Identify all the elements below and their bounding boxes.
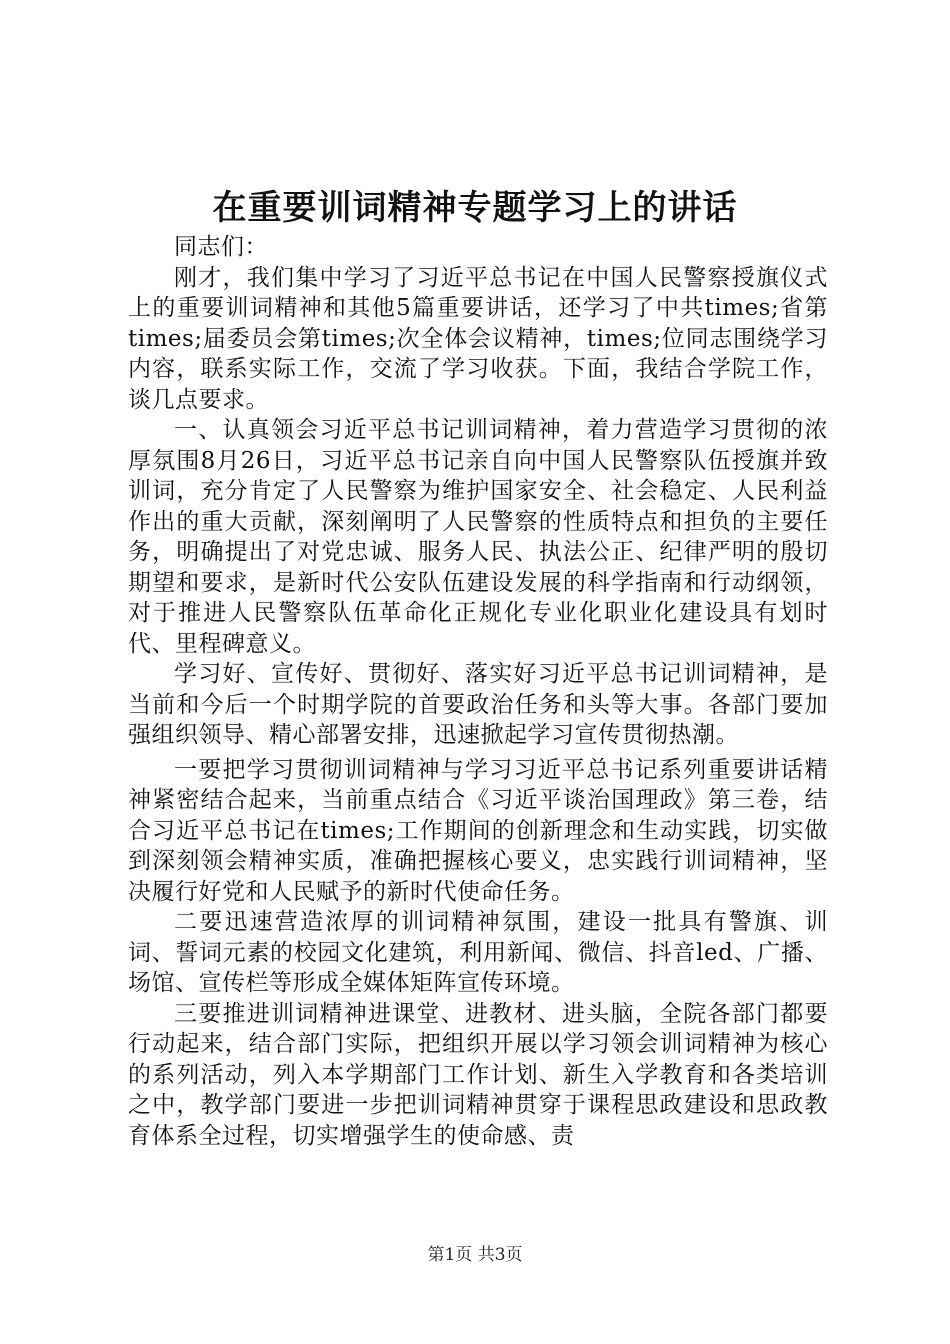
- salutation-paragraph: 同志们：: [174, 234, 268, 260]
- page-title: 在重要训词精神专题学习上的讲话: [212, 188, 738, 228]
- page-footer: 第1页 共3页: [427, 1245, 523, 1265]
- body-paragraph: 三要推进训词精神进课堂、进教材、进头脑，全院各部门都要行动起来，结合部门实际，把组织开展以学习领会训词精神为核心的系列活动，列入本学期部门工作计划、新生入学教育和各类培训之中，教学部门要进一步把训词精神贯穿于课程思政建设和思政教育体系全过程，切实增强学生的使命感、责: [128, 1000, 828, 1149]
- body-paragraph: 一要把学习贯彻训词精神与学习习近平总书记系列重要讲话精神紧密结合起来，当前重点结合《习近平谈治国理政》第三卷，结合习近平总书记在times;工作期间的创新理念和生动实践，切实做到深刻领会精神实质，准确把握核心要义，忠实践行训词精神，坚决履行好党和人民赋予的新时代使命任务。: [128, 756, 828, 905]
- body-paragraph: 二要迅速营造浓厚的训词精神氛围，建设一批具有警旗、训词、誓词元素的校园文化建筑，利用新闻、微信、抖音led、广播、场馆、宣传栏等形成全媒体矩阵宣传环境。: [128, 909, 828, 996]
- body-paragraph: 刚才，我们集中学习了习近平总书记在中国人民警察授旗仪式上的重要训词精神和其他5篇重要讲话，还学习了中共times;省第times;届委员会第times;次全体会议精神，times;位同志围绕学习内容，联系实际工作，交流了学习收获。下面，我结合学院工作，谈几点要求。: [128, 264, 828, 413]
- body-paragraph: 学习好、宣传好、贯彻好、落实好习近平总书记训词精神，是当前和今后一个时期学院的首要政治任务和头等大事。各部门要加强组织领导、精心部署安排，迅速掀起学习宣传贯彻热潮。: [128, 661, 828, 748]
- body-paragraph: 一、认真领会习近平总书记训词精神，着力营造学习贯彻的浓厚氛围8月26日，习近平总书记亲自向中国人民警察队伍授旗并致训词，充分肯定了人民警察为维护国家安全、社会稳定、人民利益作出的重大贡献，深刻阐明了人民警察的性质特点和担负的主要任务，明确提出了对党忠诚、服务人民、执法公正、纪律严明的殷切期望和要求，是新时代公安队伍建设发展的科学指南和行动纲领，对于推进人民警察队伍革命化正规化专业化职业化建设具有划时代、里程碑意义。: [128, 417, 828, 657]
- document-body: [128, 232, 828, 1151]
